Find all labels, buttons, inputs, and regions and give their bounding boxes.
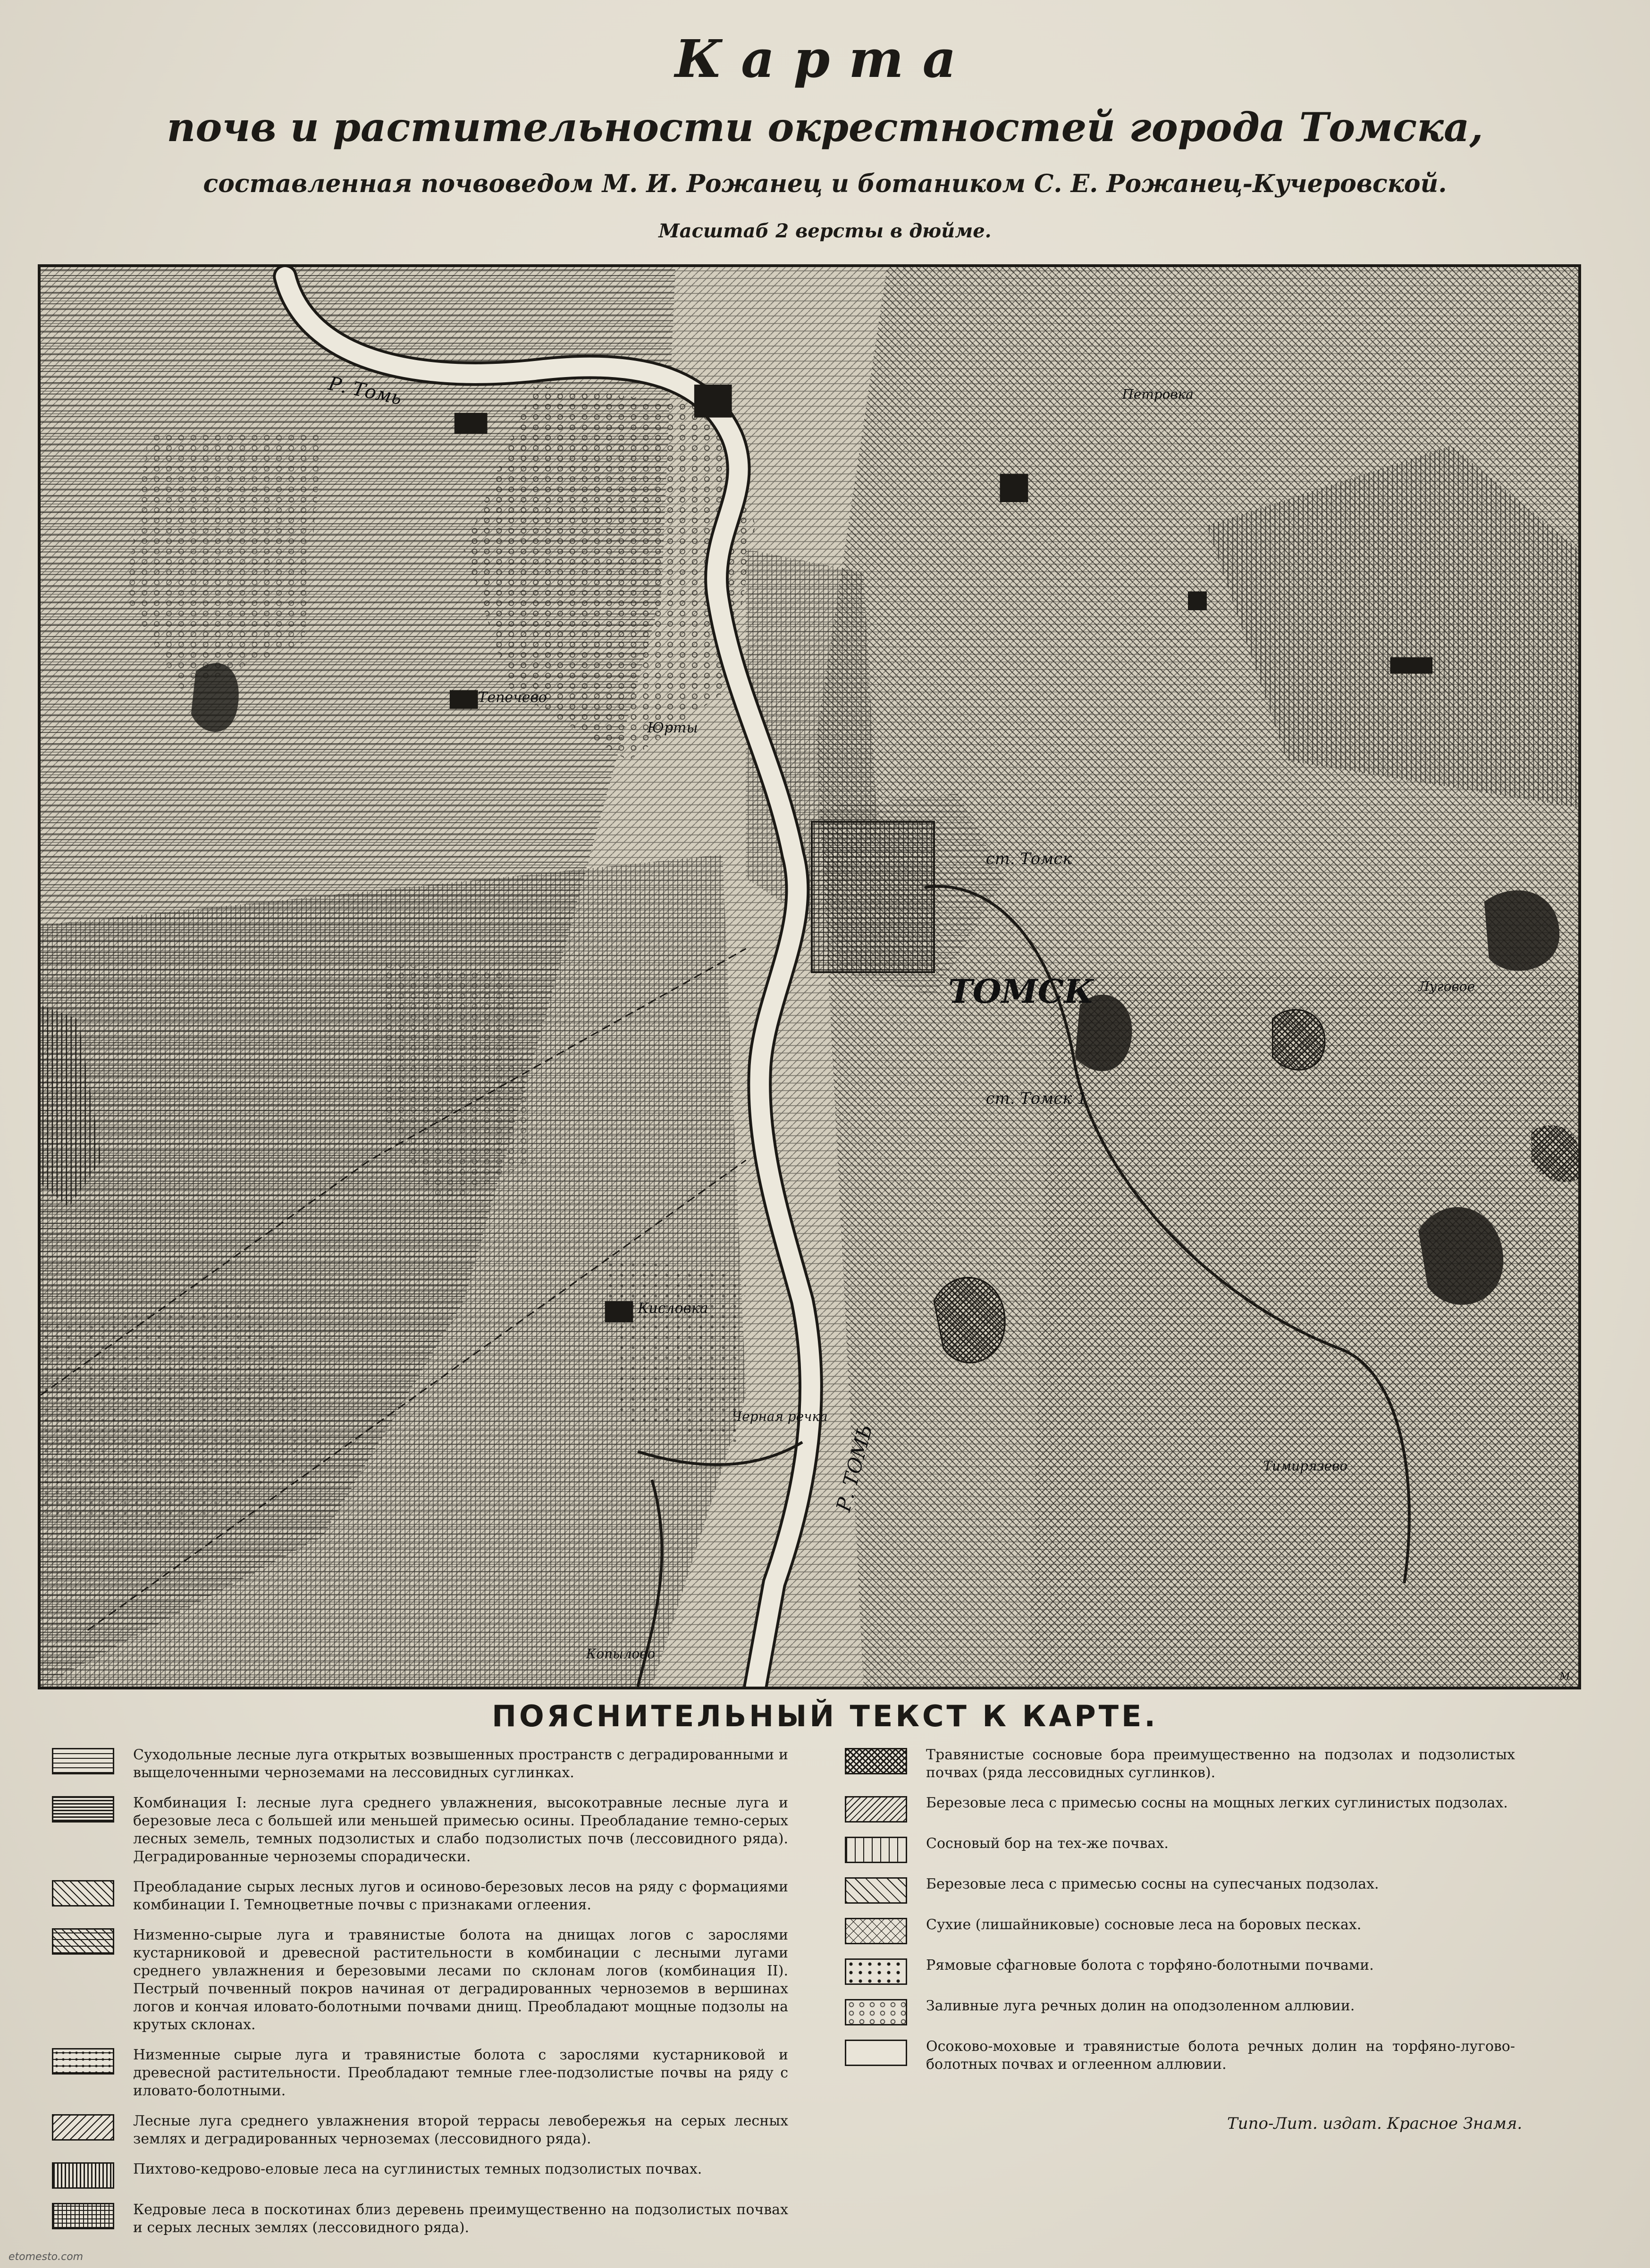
- village-north: [694, 385, 732, 418]
- site-watermark[interactable]: etomesto.com: [8, 2251, 84, 2263]
- legend-text: Комбинация I: лесные луга среднего увлажнения, высокотравные лесные луга и березовые леса с большей или меньшей примесью осины. Преобладание темно-серых лесных земель, темных подзолистых и слабо подзолистых почв (лессовидного ряда). Деградированные черноземы спорадически.: [133, 1795, 788, 1865]
- legend-text: Лесные луга среднего увлажнения второй террасы левобережья на серых лесных землях и деградированных черноземах (лессовидного ряда).: [133, 2113, 788, 2147]
- label-chernaya-rechka: Черная речка: [732, 1409, 828, 1425]
- village-nw: [455, 413, 488, 434]
- patch-pine-1: [934, 1277, 1005, 1362]
- map-authors: составленная почвоведом М. И. Рожанец и ботаником С. Е. Рожанец-Кучеровской.: [203, 169, 1447, 198]
- legend-text: Низменные сырые луга и травянистые болота с зарослями кустарниковой и древесной растительности. Преобладают темные глее-подзолистые почвы на ряду с иловато-болотными.: [133, 2047, 788, 2099]
- legend-left-column: [52, 1746, 788, 2249]
- legend-swatch: [845, 1877, 907, 1904]
- legend-swatch: [845, 1958, 907, 1985]
- legend-swatch: [52, 1796, 114, 1823]
- legend-text: Заливные луга речных долин на оподзоленном аллювии.: [926, 1998, 1355, 2014]
- legend-swatch: [845, 1837, 907, 1863]
- map-title: Карта: [675, 28, 975, 89]
- legend-text: Сухие (лишайниковые) сосновые леса на боровых песках.: [926, 1916, 1362, 1933]
- map-subtitle: почв и растительности окрестностей города Томска,: [167, 104, 1483, 151]
- legend-text: Суходольные лесные луга открытых возвышенных пространств с деградированными и выщелоченными черноземами на лессовидных суглинках.: [133, 1747, 788, 1781]
- legend-item: [845, 2038, 1515, 2074]
- legend-item: [845, 1875, 1515, 1904]
- legend-text: Березовые леса с примесью сосны на мощных легких суглинистых подзолах.: [926, 1795, 1508, 1811]
- village-kislovka: [605, 1301, 633, 1322]
- label-tomsk-1: ст. Томск 1: [985, 1089, 1087, 1108]
- legend-swatch: [52, 1880, 114, 1907]
- legend-swatch: [845, 1999, 907, 2025]
- legend-item: [52, 1746, 788, 1782]
- legend-item: [845, 1957, 1515, 1985]
- legend-text: Кедровые леса в поскотинах близ деревень преимущественно на подзолистых почвах и серых лесных землях (лессовидного ряда).: [133, 2201, 788, 2236]
- legend-swatch: [52, 1748, 114, 1774]
- legend-item: [52, 2046, 788, 2100]
- corner-mark: М.: [1559, 1671, 1574, 1683]
- legend-item: [845, 1835, 1515, 1863]
- city-label: ТОМСК: [948, 972, 1094, 1011]
- legend-swatch: [52, 2203, 114, 2229]
- river-label-south: Р. ТОМЬ: [832, 1422, 877, 1514]
- legend-text: Низменно-сырые луга и травянистые болота на днищах логов с зарослями кустарниковой и древесной растительности в комбинации с лесными лугами среднего увлажнения и березовыми лесами по склонам логов (комбинация II). Пестрый почвенный покров начиная от деградированных черноземов в вершинах логов и кончая иловато-болотными почвами днищ. Преобладают мощные подзолы на крутых склонах.: [133, 1927, 788, 2033]
- legend-text: Травянистые сосновые бора преимущественно на подзолах и подзолистых почвах (ряда лессовидных суглинков).: [926, 1747, 1515, 1781]
- legend-swatch: [845, 1748, 907, 1774]
- legend-swatch: [845, 2040, 907, 2066]
- legend-item: [845, 1997, 1515, 2025]
- printer-imprint: Типо-Лит. издат. Красное Знамя.: [1227, 2114, 1523, 2133]
- label-petrovka: Петровка: [1122, 386, 1194, 402]
- legend-text: Сосновый бор на тех-же почвах.: [926, 1835, 1169, 1852]
- legend-heading: ПОЯСНИТЕЛЬНЫЙ ТЕКСТ К КАРТЕ.: [492, 1699, 1158, 1733]
- legend-right-column: [845, 1746, 1515, 2086]
- legend-swatch: [845, 1918, 907, 1944]
- patch-bog-4: [191, 663, 239, 732]
- legend-item: [52, 1878, 788, 1914]
- legend-text: Преобладание сырых лесных лугов и осиново-березовых лесов на ряду с формациями комбинации I. Темноцветные почвы с признаками оглеения.: [133, 1879, 788, 1913]
- map-canvas[interactable]: [41, 267, 1578, 1687]
- legend-item: [845, 1746, 1515, 1782]
- legend-swatch: [52, 1928, 114, 1955]
- legend-item: [52, 2112, 788, 2148]
- label-kislovka: Кисловка: [638, 1300, 708, 1317]
- legend-item: [52, 2201, 788, 2237]
- legend-swatch: [52, 2162, 114, 2189]
- village-ne: [1000, 474, 1028, 502]
- legend-item: [52, 1794, 788, 1866]
- legend-item: [52, 1926, 788, 2034]
- zone-mixed: [1028, 972, 1578, 1687]
- legend-text: Осоково-моховые и травянистые болота речных долин на торфяно-лугово-болотных почвах и оглеенном аллювии.: [926, 2038, 1515, 2073]
- legend-swatch: [52, 2114, 114, 2141]
- legend-text: Березовые леса с примесью сосны на супесчаных подзолах.: [926, 1876, 1379, 1892]
- label-timiryazevo: Тимирязево: [1263, 1458, 1348, 1474]
- legend-item: [845, 1916, 1515, 1944]
- title-block: [0, 24, 1650, 245]
- legend-item: [845, 1794, 1515, 1823]
- label-tomsk-station: ст. Томск: [985, 849, 1072, 868]
- city-tomsk-grid[interactable]: [812, 822, 934, 972]
- river-label-north: Р. Томь: [326, 372, 404, 410]
- patch-pine-2: [1272, 1010, 1324, 1070]
- zone-dots-south: [605, 1254, 746, 1442]
- village-tepechevo: [450, 690, 478, 709]
- label-lugovoe: Луговое: [1418, 978, 1475, 994]
- label-yurty: Юрты: [647, 720, 698, 737]
- legend-swatch: [52, 2048, 114, 2075]
- map-scale: Масштаб 2 версты в дюйме.: [658, 220, 992, 242]
- label-kopylovo: Копылово: [586, 1646, 656, 1662]
- label-tepechevo: Тепечево: [478, 689, 547, 706]
- village-east: [1390, 657, 1432, 674]
- village-mid-east: [1188, 591, 1207, 610]
- legend-text: Пихтово-кедрово-еловые леса на суглинистых темных подзолистых почвах.: [133, 2161, 702, 2177]
- legend-item: [52, 2160, 788, 2189]
- legend-swatch: [845, 1796, 907, 1823]
- legend-text: Рямовые сфагновые болота с торфяно-болотными почвами.: [926, 1957, 1374, 1974]
- map-frame[interactable]: [38, 264, 1581, 1689]
